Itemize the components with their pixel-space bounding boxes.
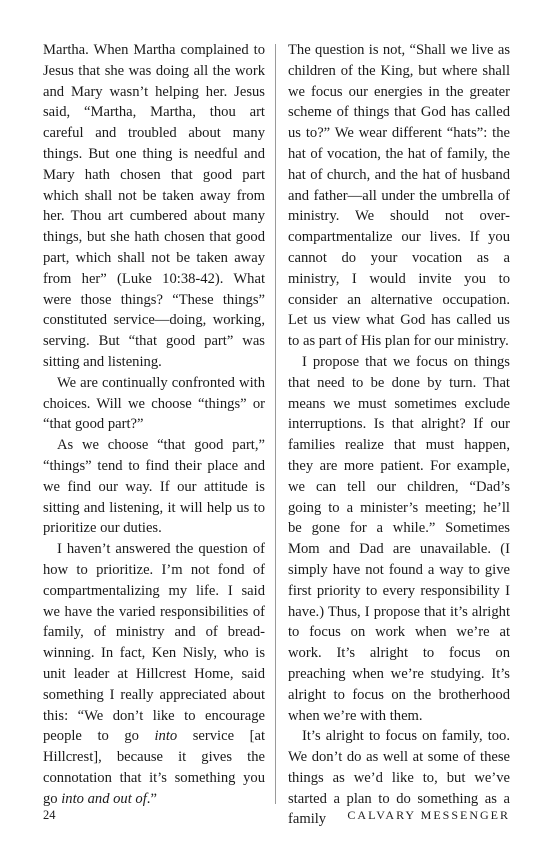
column-divider bbox=[275, 44, 276, 804]
text-run: The question is not, “Shall we live as children of the King, but where shall we focus our energies in the greater scheme of things that God has called us to?” We wear different “hats”: the hat of vocation, the hat of family, the hat of church, and the hat of husband and father—all under the umbrella of ministry. We should not over-compartmentalize our lives. If you cannot do your vocation as a ministry, I would invite you to consider an alternative occupation. Let us view what God has called us to as part of His plan for our ministry. bbox=[288, 42, 510, 350]
paragraph bbox=[288, 352, 510, 726]
paragraph bbox=[288, 40, 510, 352]
right-column bbox=[288, 40, 510, 830]
text-run: We are continually confronted with choices. Will we choose “things” or “that good part?” bbox=[43, 374, 265, 433]
text-run: I haven’t answered the question of how to prioritize. I’m not fond of compartmentalizing my life. I said we have the varied responsibilities of family, of ministry and of bread-winning. In fact, Ken Nisly, who is unit leader at Hillcrest Home, said something I really appreciated about this: “We don’t like to encourage people to go bbox=[43, 541, 265, 745]
text-run: .” bbox=[146, 790, 157, 807]
italic-text: into bbox=[154, 728, 178, 745]
text-run: service [at Hillcrest], because it gives the connotation that it’s something you go bbox=[43, 728, 265, 807]
page-number: 24 bbox=[43, 808, 56, 822]
paragraph bbox=[43, 539, 265, 809]
text-run: Martha. When Martha complained to Jesus that she was doing all the work and Mary wasn’t helping her. Jesus said, “Martha, Martha, thou art careful and troubled about many things. But one thing is needful and Mary hath chosen that good part which shall not be taken away from her. Thou art cumbered about many things, but she hath chosen that good part, which shall not be taken away from her” (Luke 10:38-42). What were those things? “These things” constituted service—doing, working, serving. But “that good part” was sitting and listening. bbox=[43, 42, 265, 370]
paragraph bbox=[43, 373, 265, 435]
running-title: CALVARY MESSENGER bbox=[347, 808, 510, 822]
paragraph bbox=[43, 40, 265, 373]
text-run: It’s alright to focus on family, too. We don’t do as well at some of these things as we’d like to, but we’ve started a plan to do something as a family bbox=[288, 728, 510, 828]
text-run: As we choose “that good part,” “things” tend to find their place and we find our way. If our attitude is sitting and listening, it will help us to prioritize our duties. bbox=[43, 437, 265, 537]
paragraph bbox=[43, 435, 265, 539]
italic-text: into and out of bbox=[61, 790, 147, 807]
text-run: I propose that we focus on things that need to be done by turn. That means we must sometimes exclude interruptions. Is that alright? If our families realize that must happen, they are more patient. For example, we can tell our children, “Dad’s going to a minister’s meeting; he’ll be gone for a while.” Sometimes Mom and Dad are unavailable. (I simply have not found a way to give first priority to every responsibility I have.) Thus, I propose that it’s alright to focus on work when we’re at work. It’s alright to focus on preaching when we’re studying. It’s alright to focus on the brotherhood when we’re with them. bbox=[288, 353, 510, 724]
left-column bbox=[43, 40, 265, 809]
